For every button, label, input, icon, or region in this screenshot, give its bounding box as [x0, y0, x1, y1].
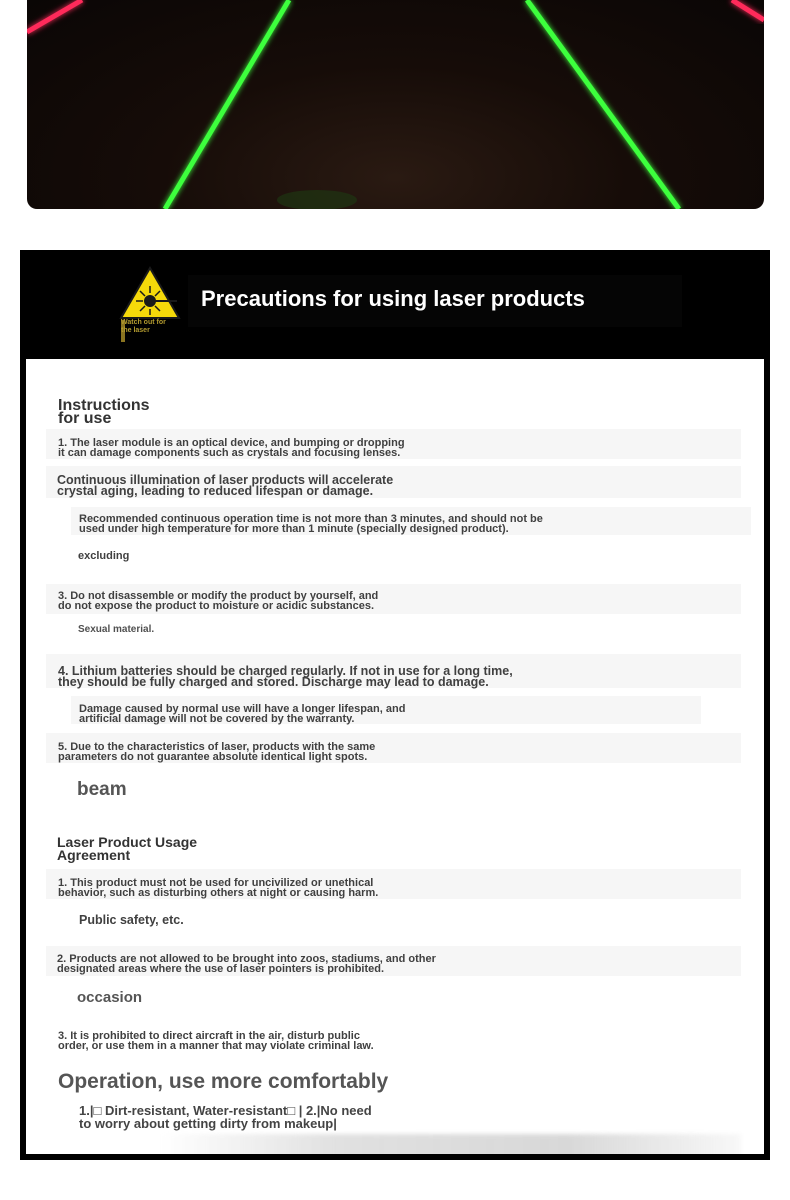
instruction-item-1: 1. The laser module is an optical device, and bumping or dropping it can damage components such as crystals and focusing lenses.	[58, 437, 405, 459]
green-beam-left	[165, 0, 289, 209]
laser-beams-graphic	[27, 0, 764, 209]
agreement-item-2: 2. Products are not allowed to be brought into zoos, stadiums, and other designated areas where the use of laser pointers is prohibited.	[57, 953, 436, 975]
red-beam-right	[732, 0, 764, 20]
warning-caption: Watch out for the laser	[121, 319, 166, 334]
agreement-item-1: 1. This product must not be used for uncivilized or unethical behavior, such as disturbing others at night or causing harm.	[58, 877, 379, 899]
hero-laser-image	[27, 0, 764, 209]
operation-heading: Operation, use more comfortably	[58, 1070, 389, 1093]
page-title: Precautions for using laser products	[201, 286, 585, 311]
instructions-heading: Instructions for use	[58, 397, 150, 427]
instruction-item-5-extra: beam	[77, 779, 127, 800]
instruction-item-2: Continuous illumination of laser products will accelerate crystal aging, leading to reduced lifespan or damage.	[57, 473, 394, 498]
agreement-heading: Laser Product Usage Agreement	[57, 834, 198, 863]
agreement-item-1-extra: Public safety, etc.	[79, 913, 184, 927]
green-beam-right	[527, 0, 679, 209]
watermark-ghost	[161, 1134, 741, 1154]
instruction-item-3-note: Sexual material.	[78, 624, 155, 635]
agreement-item-3: 3. It is prohibited to direct aircraft in the air, disturb public order, or use them in a manner that may violate criminal law.	[58, 1030, 374, 1052]
instruction-item-4-note: Damage caused by normal use will have a longer lifespan, and artificial damage will not be covered by the warranty.	[79, 703, 406, 725]
instruction-item-3: 3. Do not disassemble or modify the product by yourself, and do not expose the product to moisture or acidic substances.	[58, 590, 379, 612]
instruction-item-5: 5. Due to the characteristics of laser, products with the same parameters do not guarantee absolute identical light spots.	[58, 741, 376, 763]
instruction-item-2-extra: excluding	[78, 550, 130, 562]
precautions-panel	[20, 250, 770, 1160]
agreement-item-2-extra: occasion	[77, 989, 143, 1006]
content-area	[26, 359, 764, 1154]
operation-features: 1.|□ Dirt-resistant, Water-resistant□ | 2.|No need to worry about getting dirty from makeup|	[79, 1103, 372, 1131]
red-beam-left	[27, 0, 82, 32]
instruction-item-4: 4. Lithium batteries should be charged regularly. If not in use for a long time, they should be fully charged and stored. Discharge may lead to damage.	[58, 664, 513, 689]
instruction-item-2-note: Recommended continuous operation time is not more than 3 minutes, and should not be used under high temperature for more than 1 minute (specially designed product).	[79, 513, 543, 535]
